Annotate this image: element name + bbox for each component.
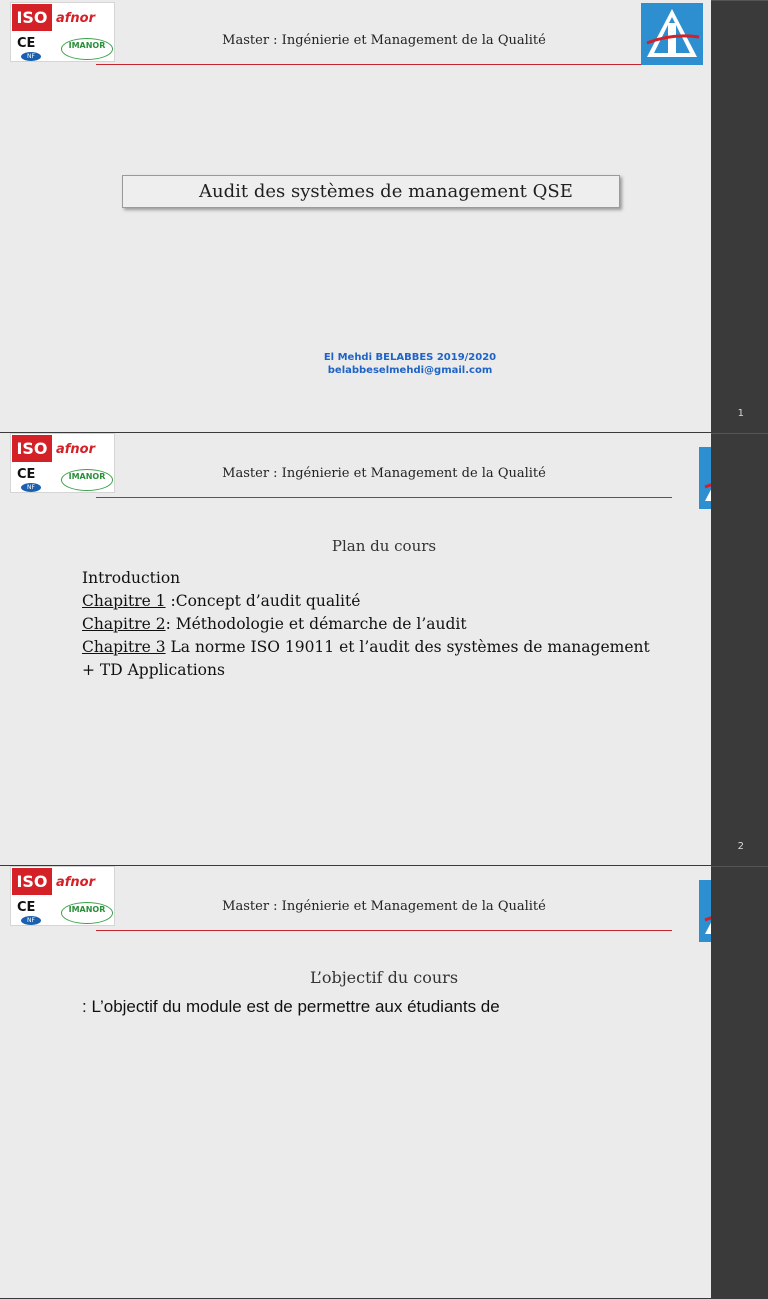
header-divider [96, 930, 672, 931]
imanor-logo: IMANOR [61, 469, 113, 491]
nf-logo: NF [21, 483, 41, 492]
presentation-title: Audit des systèmes de management QSE [122, 175, 620, 208]
header-divider [96, 64, 672, 65]
plan-title: Plan du cours [331, 537, 437, 555]
university-logo [641, 3, 703, 65]
imanor-logo: IMANOR [61, 38, 113, 60]
chapter-3-label: Chapitre 3 [82, 638, 166, 656]
author-name: El Mehdi BELABBES 2019/2020 [323, 352, 497, 363]
master-header: Master : Ingénierie et Management de la Qualité [222, 33, 546, 48]
nf-logo: NF [21, 916, 41, 925]
university-logo [699, 447, 711, 509]
slide-1 [0, 0, 711, 432]
ce-mark-logo: CE [17, 900, 36, 915]
university-logo [699, 880, 711, 942]
plan-chapter-3 [82, 636, 702, 659]
header-divider [96, 497, 672, 498]
chapter-3-text: La norme ISO 19011 et l’audit des systèmes de management [165, 638, 650, 656]
chapter-2-text: : Méthodologie et démarche de l’audit [165, 615, 467, 633]
afnor-logo: afnor [56, 875, 96, 890]
chapter-1-text: :Concept d’audit qualité [165, 592, 361, 610]
chapter-2-label: Chapitre 2 [82, 615, 166, 633]
certification-logos [10, 2, 115, 62]
slide-3 [0, 866, 711, 1298]
author-email[interactable]: belabbeselmehdi@gmail.com [327, 365, 493, 376]
afnor-logo: afnor [56, 442, 96, 457]
iso-logo: ISO [12, 868, 52, 895]
objective-text: : L’objectif du module est de permettre aux étudiants de [82, 997, 500, 1016]
plan-chapter-1 [82, 590, 702, 613]
author-block [230, 351, 590, 377]
slide-2 [0, 433, 711, 865]
course-plan [82, 567, 702, 682]
afnor-logo: afnor [56, 11, 96, 26]
slide-number: 2 [737, 841, 744, 852]
slide-number-band-1 [711, 0, 768, 433]
master-header: Master : Ingénierie et Management de la Qualité [222, 466, 546, 481]
slide-number-band-2 [711, 433, 768, 866]
slide-number-band-3 [711, 866, 768, 1299]
imanor-logo: IMANOR [61, 902, 113, 924]
objective-title: L’objectif du cours [309, 968, 459, 987]
plan-intro: Introduction [82, 569, 181, 587]
nf-logo: NF [21, 52, 41, 61]
plan-td: + TD Applications [82, 661, 225, 679]
ce-mark-logo: CE [17, 467, 36, 482]
slide-number: 1 [737, 408, 744, 419]
plan-chapter-2 [82, 613, 702, 636]
master-header: Master : Ingénierie et Management de la Qualité [222, 899, 546, 914]
certification-logos [10, 866, 115, 926]
ce-mark-logo: CE [17, 36, 36, 51]
iso-logo: ISO [12, 435, 52, 462]
certification-logos [10, 433, 115, 493]
chapter-1-label: Chapitre 1 [82, 592, 166, 610]
iso-logo: ISO [12, 4, 52, 31]
